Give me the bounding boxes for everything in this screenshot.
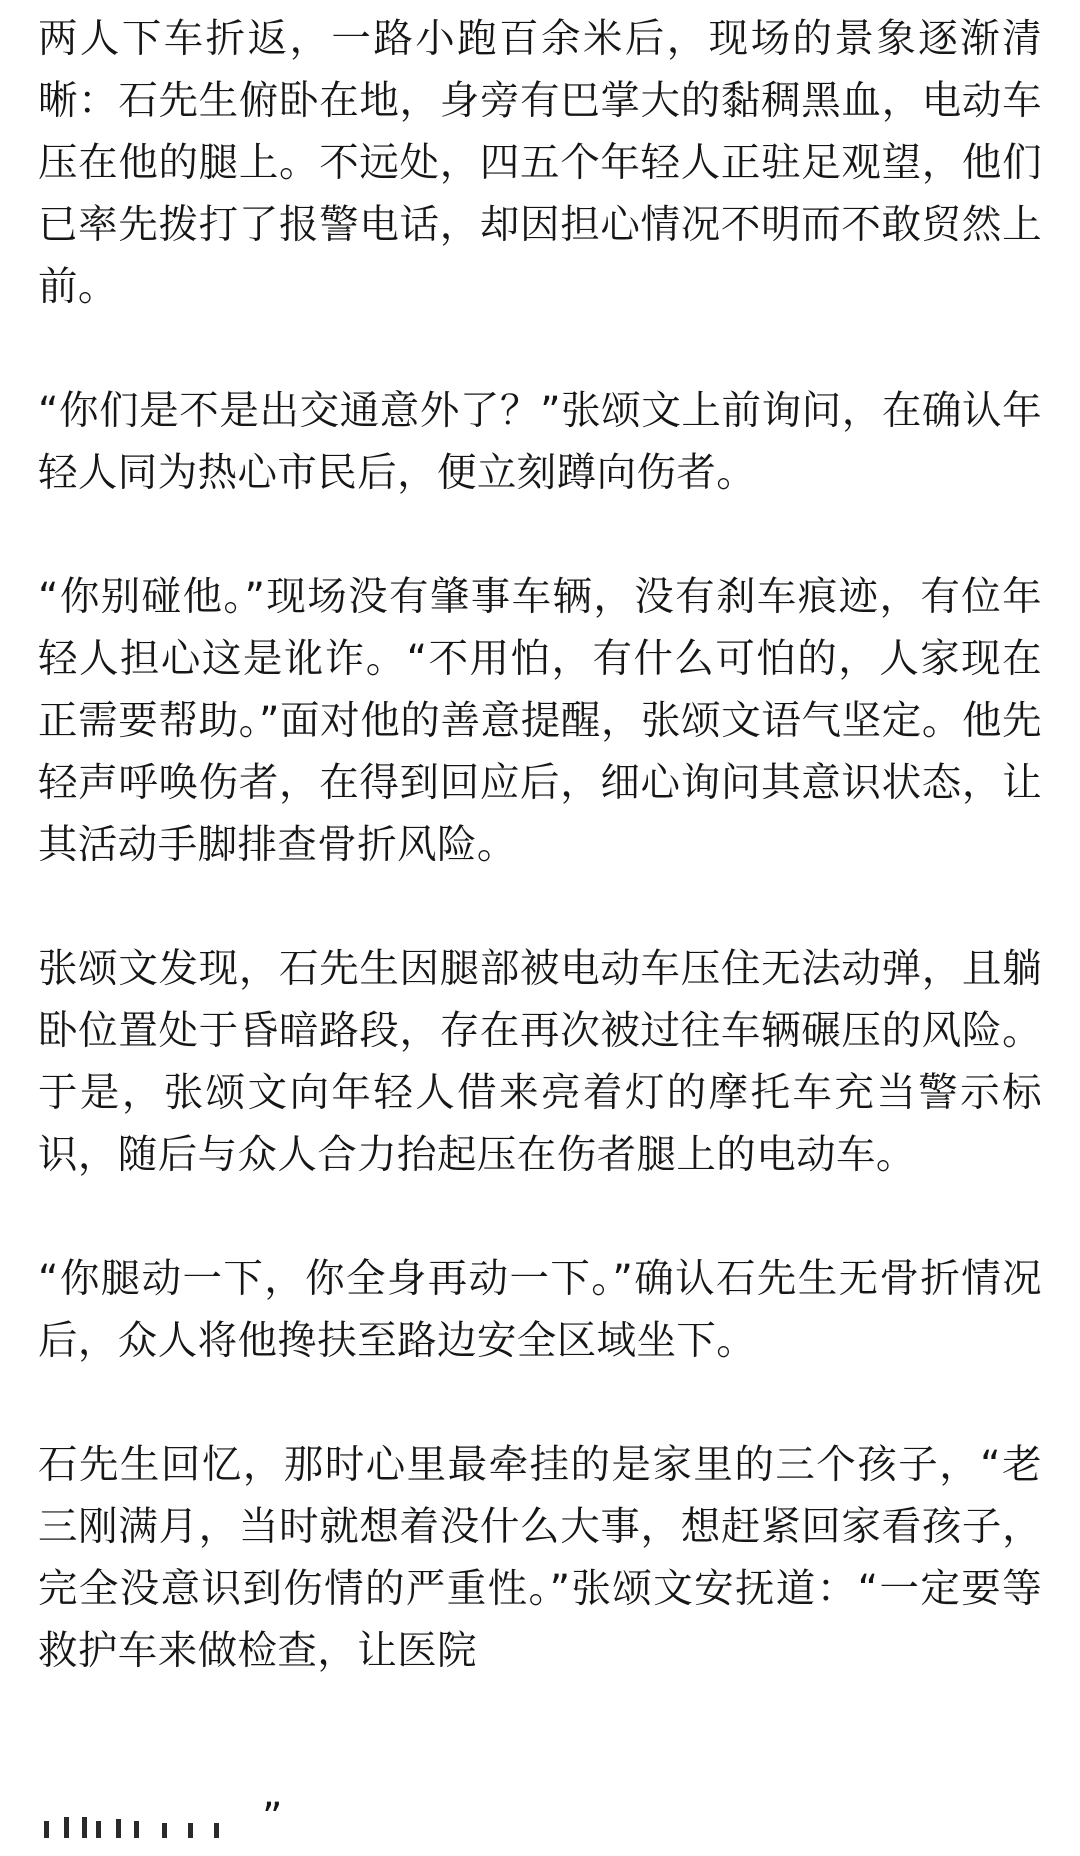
- paragraph-6: 石先生回忆，那时心里最牵挂的是家里的三个孩子，“老三刚满月，当时就想着没什么大事，想赶紧回家看孩子，完全没意识到伤情的严重性。”张颂文安抚道：“一定要等救护车来做检查，让医院: [38, 1442, 1042, 1674]
- closing-quote-mark: ”: [262, 1794, 283, 1840]
- paragraph-5: “你腿动一下，你全身再动一下。”确认石先生无骨折情况后，众人将他搀扶至路边安全区域坐下。: [38, 1256, 1042, 1364]
- article-body: [38, 8, 1042, 1682]
- paragraph-1: 两人下车折返，一路小跑百余米后，现场的景象逐渐清晰：石先生俯卧在地，身旁有巴掌大的黏稠黑血，电动车压在他的腿上。不远处，四五个年轻人正驻足观望，他们已率先拨打了报警电话，却因担心情况不明而不敢贸然上前。: [38, 16, 1042, 310]
- paragraph-3: “你别碰他。”现场没有肇事车辆，没有刹车痕迹，有位年轻人担心这是讹诈。“不用怕，有什么可怕的，人家现在正需要帮助。”面对他的善意提醒，张颂文语气坚定。他先轻声呼唤伤者，在得到回应后，细心询问其意识状态，让其活动手脚排查骨折风险。: [38, 574, 1042, 868]
- paragraph-4: 张颂文发现，石先生因腿部被电动车压住无法动弹，且躺卧位置处于昏暗路段，存在再次被过往车辆碾压的风险。于是，张颂文向年轻人借来亮着灯的摩托车充当警示标识，随后与众人合力抬起压在伤者腿上的电动车。: [38, 946, 1042, 1178]
- paragraph-2: “你们是不是出交通意外了？”张颂文上前询问，在确认年轻人同为热心市民后，便立刻蹲向伤者。: [38, 388, 1042, 496]
- bottom-edge: [38, 1838, 1042, 1856]
